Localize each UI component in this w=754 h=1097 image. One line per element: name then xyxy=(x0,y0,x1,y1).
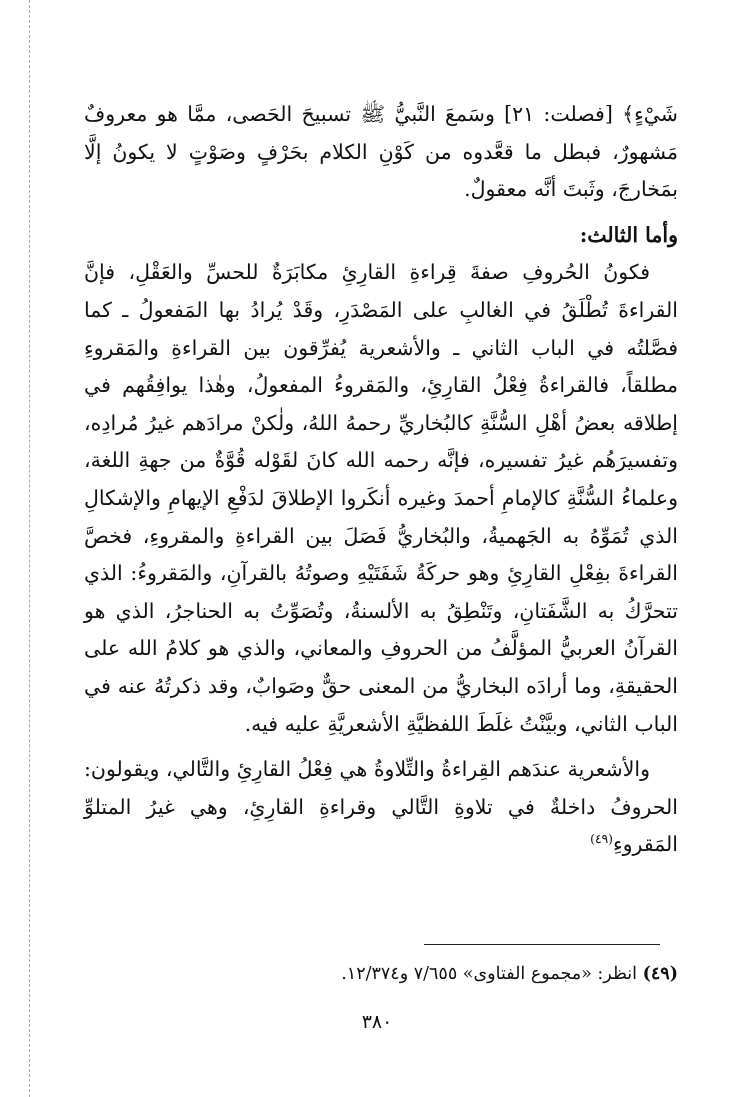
footnote-separator xyxy=(424,944,660,945)
page-number: ٣٨٠ xyxy=(361,1011,393,1033)
footnote-reference[interactable]: (٤٩) xyxy=(590,832,613,847)
binding-edge-line xyxy=(29,0,31,1097)
paragraph-1: شَيْءٍ﴾ [فصلت: ٢١] وسَمعَ النَّبيُّ ﷺ تسبيحَ الحَصى، ممَّا هو معروفٌ مَشهورٌ، فبطل ما قعَّدوه من كَوْنِ الكلام بحَرْفٍ وصَوْتٍ لا يكونُ إلَّا بمَخارجَ، وثَبتَ أنَّه معقولٌ. xyxy=(84,102,678,202)
footnote-number: (٤٩) xyxy=(642,964,678,984)
footnote-text: انظر: «مجموع الفتاوى» ٧/٦٥٥ و١٢/٣٧٤. xyxy=(341,964,638,984)
paragraph-gap xyxy=(84,743,678,751)
paragraph-3 xyxy=(84,751,678,864)
paragraph-3-text: والأشعرية عندَهم القِراءةُ والتِّلاوةُ هي فِعْلُ القارِئِ والتَّالي، ويقولون: الحروفُ داخلةٌ في تلاوةِ التَّالي وقراءةِ القارِئِ، وهي غيرُ المتلوِّ المَقروءِ xyxy=(84,757,678,857)
footnote xyxy=(84,960,678,988)
section-heading: وأما الثالث: xyxy=(579,222,678,247)
main-text xyxy=(84,96,678,864)
paragraph-gap xyxy=(84,209,678,217)
paragraph-2: فكونُ الحُروفِ صفةَ قِراءةِ القارِئِ مكابَرَةٌ للحسِّ والعَقْلِ، فإنَّ القراءةَ تُطْلَقُ في الغالبِ على المَصْدَرِ، وقَدْ يُرادُ بها المَفعولُ ـ كما فصَّلتُه في الباب الثاني ـ والأشعرية يُفرِّقون بين القراءةِ والمَقروءِ مطلقاً، فالقراءةُ فِعْلُ القارِئِ، والمَقروءُ المفعولُ، وهٰذا يوافِقُهم في إطلاقه بعضُ أهْلِ السُّنَّةِ كالبُخاريِّ رحمهُ اللهُ، ولٰكنْ مرادَهم غيرُ مُرادِه، وتفسيرَهُم غيرُ تفسيره، فإنَّه رحمه الله كانَ لقَوْله قُوَّةٌ من جهةِ اللغة، وعلماءُ السُّنَّةِ كالإمامِ أحمدَ وغيره أنكَروا الإطلاقَ لدَفْعِ الإيهامِ والإشكالِ الذي تُمَوِّهُ به الجَهميةُ، والبُخاريُّ فَصَلَ بين القراءةِ والمقروءِ، فخصَّ القراءةَ بفِعْلِ القارِئِ وهو حركَةُ شَفَتَيْهِ وصوتُهُ بالقرآنِ، والمَقروءُ: الذي تتحرَّكُ به الشَّفَتانِ، وتَنْطِقُ به الألسنةُ، وتُصَوِّتُ به الحناجرُ، الذي هو القرآنُ العربيُّ المؤلَّفُ من الحروفِ والمعاني، والذي هو كلامُ الله على الحقيقةِ، وما أرادَه البخاريُّ من المعنى حقٌّ وصَوابٌ، وقد ذكرتُهُ عنه في الباب الثاني، وبيَّنْتُ غلَطَ اللفظيَّةِ الأشعريَّةِ عليه فيه. xyxy=(84,260,678,736)
